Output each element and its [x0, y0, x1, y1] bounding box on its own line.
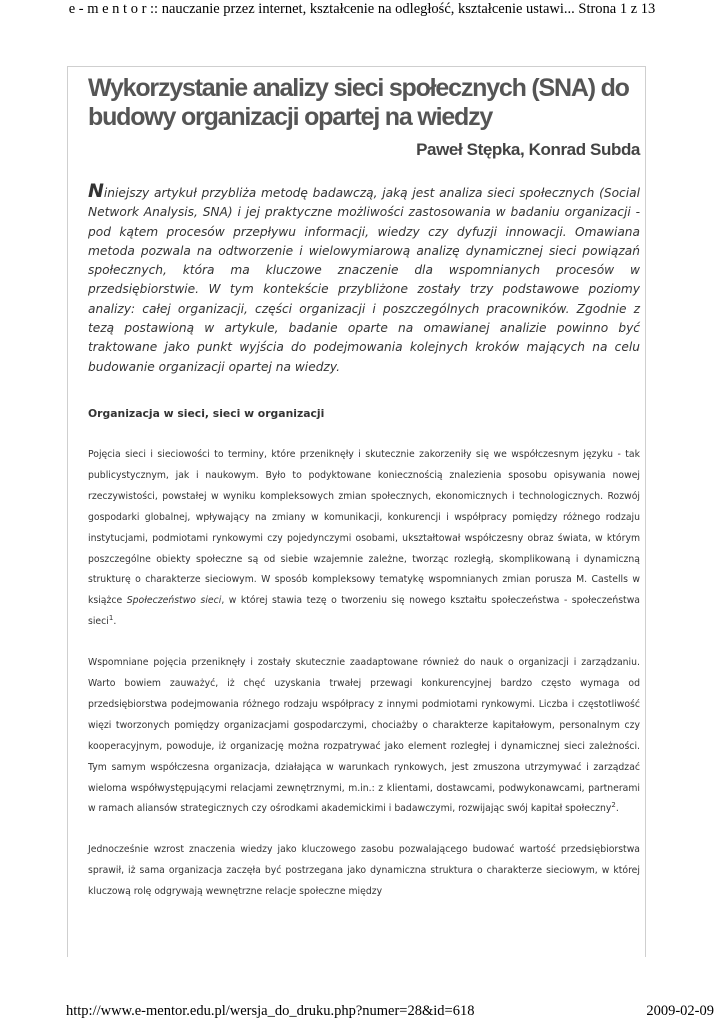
- paragraph-3-text: Jednocześnie wzrost znaczenia wiedzy jako kluczowego zasobu pozwalającego budować wartość przedsiębiorstwa sprawił, iż sama organizacja zaczęła być postrzegana jako dynamiczna struktura o charakterze sieciowym, w której kluczową rolę odgrywają wewnętrzne relacje społeczne między: [88, 844, 640, 898]
- print-footer-url[interactable]: http://www.e-mentor.edu.pl/wersja_do_druku.php?numer=28&id=618: [66, 1003, 475, 1019]
- paragraph-2: [88, 653, 640, 820]
- print-header: e - m e n t o r :: nauczanie przez internet, kształcenie na odległość, kształcenie ustawi... Strona 1 z 13: [68, 1, 656, 17]
- section-heading: Organizacja w sieci, sieci w organizacji: [88, 406, 325, 420]
- paragraph-1-end: .: [113, 616, 117, 628]
- paragraph-2-end: .: [615, 803, 619, 815]
- abstract-dropcap: N: [88, 180, 104, 202]
- paragraph-3: [88, 840, 640, 903]
- print-footer-date: 2009-02-09: [646, 1003, 714, 1019]
- article-abstract: [88, 182, 640, 377]
- paragraph-1-text: Pojęcia sieci i sieciowości to terminy, które przeniknęły i skutecznie zakorzeniły się we współczesnym języku - tak publicystycznym, jak i naukowym. Było to podyktowane koniecznością znalezienia sposobu opisywania nowej rzeczywistości, powstałej w wyniku kompleksowych zmian społecznych, ekonomicznych i technologicznych. Rozwój gospodarki globalnej, wpływający na zmiany w komunikacji, konkurencji i współpracy pomiędzy różnego rodzaju instytucjami, podmiotami rynkowymi czy pojedynczymi osobami, ukształtował współczesny obraz świata, w którym poszczególne obiekty społeczne są od siebie wzajemnie zależne, tworząc rozległą, skomplikowaną i dynamiczną strukturę o charakterze sieciowym. W sposób kompleksowy tematykę wspomnianych zmian porusza M. Castells w książce: [88, 448, 640, 607]
- article-title: Wykorzystanie analizy sieci społecznych (SNA) do budowy organizacji opartej na wiedzy: [88, 74, 629, 131]
- footnote-ref-2[interactable]: 2: [611, 801, 616, 810]
- article-content: [88, 74, 640, 903]
- paragraph-2-text: Wspomniane pojęcia przeniknęły i zostały skutecznie zaadaptowane również do nauk o organizacji i zarządzaniu. Warto bowiem zauważyć, iż chęć uzyskania trwałej przewagi konkurencyjnej bardzo często wymaga od przedsiębiorstwa podejmowania różnego rodzaju współpracy z innymi podmiotami rynkowymi. Liczba i częstotliwość więzi tworzonych pomiędzy organizacjami gospodarczymi, chociażby o charakterze kapitałowym, personalnym czy kooperacyjnym, powoduje, iż organizację można rozpatrywać jako element rozległej i dynamicznej sieci zależności. Tym samym współczesna organizacja, działająca w warunkach rynkowych, jest zmuszona utrzymywać i zarządzać wieloma współwystępującymi relacjami zewnętrznymi, m.in.: z klientami, dostawcami, podwykonawcami, partnerami w ramach aliansów strategicznych czy ośrodkami akademickimi i badawczymi, rozwijając swój kapitał społeczny: [88, 657, 640, 815]
- paragraph-1-continued: , w której stawia tezę o tworzeniu się nowego kształtu społeczeństwa - społeczeństwa sieci: [88, 595, 640, 628]
- paragraph-1: [88, 445, 640, 633]
- article-authors: Paweł Stępka, Konrad Subda: [416, 140, 640, 159]
- book-title: Społeczeństwo sieci: [126, 595, 222, 607]
- footnote-ref-1[interactable]: 1: [108, 614, 114, 623]
- abstract-text: iniejszy artykuł przybliża metodę badawczą, jaką jest analiza sieci społecznych (Social Network Analysis, SNA) i jej praktyczne możliwości zastosowania w badaniu organizacji - pod kątem procesów przepływu informacji, wiedzy czy dyfuzji innowacji. Omawiana metoda pozwala na odtworzenie i wielowymiarową analizę dynamicznej sieci powiązań społecznych, która ma kluczowe znaczenie dla wspomnianych procesów w przedsiębiorstwie. W tym kontekście przybliżone zostały trzy podstawowe poziomy analizy: całej organizacji, części organizacji i poszczególnych pracowników. Zgodnie z tezą postawioną w artykule, badanie oparte na omawianej analizie powinno być traktowane jako punkt wyjścia do podejmowania kolejnych kroków mających na celu budowanie organizacji opartej na wiedzy.: [88, 186, 640, 374]
